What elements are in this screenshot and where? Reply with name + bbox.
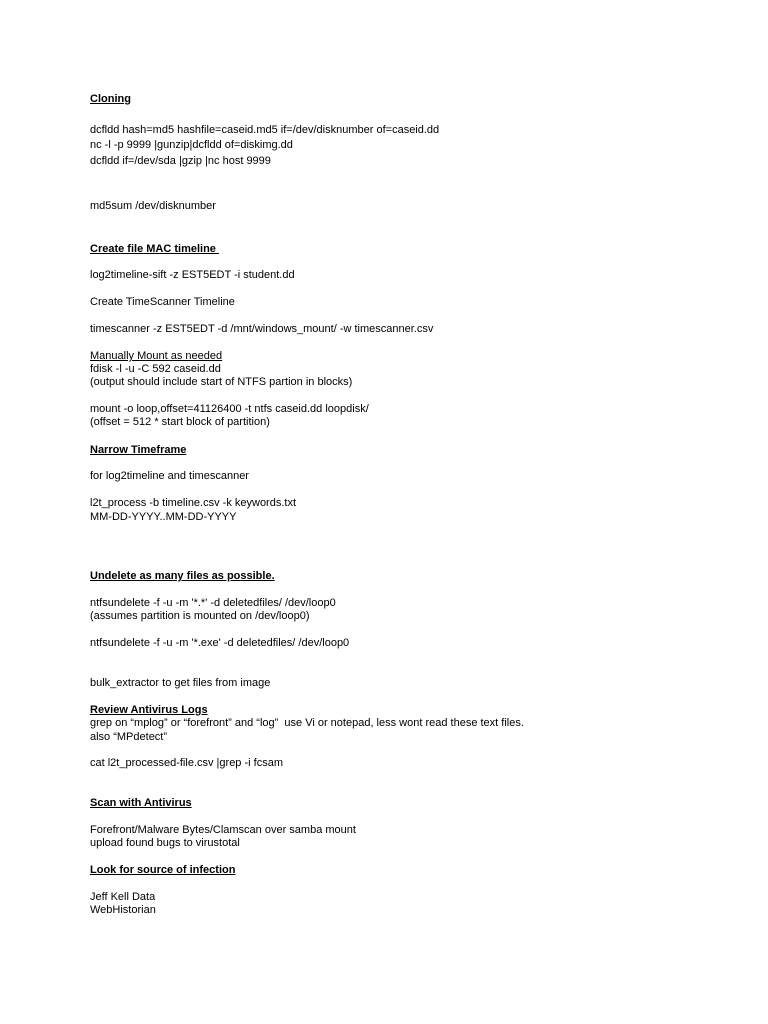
text-line: for log2timeline and timescanner — [90, 470, 249, 482]
heading-mac-timeline: Create file MAC timeline — [90, 243, 219, 255]
text-line: Forefront/Malware Bytes/Clamscan over samba mount — [90, 824, 356, 836]
command-line: cat l2t_processed-file.csv |grep -i fcsam — [90, 757, 283, 769]
subheading-manual-mount: Manually Mount as needed — [90, 350, 223, 362]
heading-antivirus-logs: Review Antivirus Logs — [90, 704, 208, 716]
command-line: ntfsundelete -f -u -m '*.*' -d deletedfiles/ /dev/loop0 — [90, 597, 336, 609]
text-line: Create TimeScanner Timeline — [90, 296, 235, 308]
command-line: l2t_process -b timeline.csv -k keywords.txt — [90, 497, 297, 509]
text-line: bulk_extractor to get files from image — [90, 677, 271, 689]
text-line: also “MPdetect” — [90, 731, 168, 743]
command-line: timescanner -z EST5EDT -d /mnt/windows_mount/ -w timescanner.csv — [90, 323, 434, 335]
text-line: (output should include start of NTFS partion in blocks) — [90, 376, 353, 388]
text-line: Jeff Kell Data — [90, 891, 156, 903]
text-line: grep on “mplog” or “forefront” and “log” use Vi or notepad, less wont read these text files. — [90, 717, 524, 729]
command-line: dcfldd if=/dev/sda |gzip |nc host 9999 — [90, 155, 271, 167]
command-line: log2timeline-sift -z EST5EDT -i student.dd — [90, 269, 295, 281]
command-line: md5sum /dev/disknumber — [90, 200, 216, 212]
text-line: MM-DD-YYYY..MM-DD-YYYY — [90, 511, 237, 523]
heading-undelete: Undelete as many files as possible. — [90, 570, 275, 582]
heading-source-of-infection: Look for source of infection — [90, 864, 236, 876]
text-line: (assumes partition is mounted on /dev/loop0) — [90, 610, 310, 622]
command-line: fdisk -l -u -C 592 caseid.dd — [90, 363, 221, 375]
text-line: (offset = 512 * start block of partition) — [90, 416, 270, 428]
text-line: WebHistorian — [90, 904, 156, 916]
text-line: upload found bugs to virustotal — [90, 837, 240, 849]
heading-cloning: Cloning — [90, 93, 131, 105]
heading-scan-antivirus: Scan with Antivirus — [90, 797, 192, 809]
command-line: mount -o loop,offset=41126400 -t ntfs caseid.dd loopdisk/ — [90, 403, 369, 415]
heading-narrow-timeframe: Narrow Timeframe — [90, 444, 187, 456]
command-line: nc -l -p 9999 |gunzip|dcfldd of=diskimg.dd — [90, 139, 293, 151]
command-line: ntfsundelete -f -u -m '*.exe' -d deletedfiles/ /dev/loop0 — [90, 637, 350, 649]
command-line: dcfldd hash=md5 hashfile=caseid.md5 if=/dev/disknumber of=caseid.dd — [90, 124, 440, 136]
